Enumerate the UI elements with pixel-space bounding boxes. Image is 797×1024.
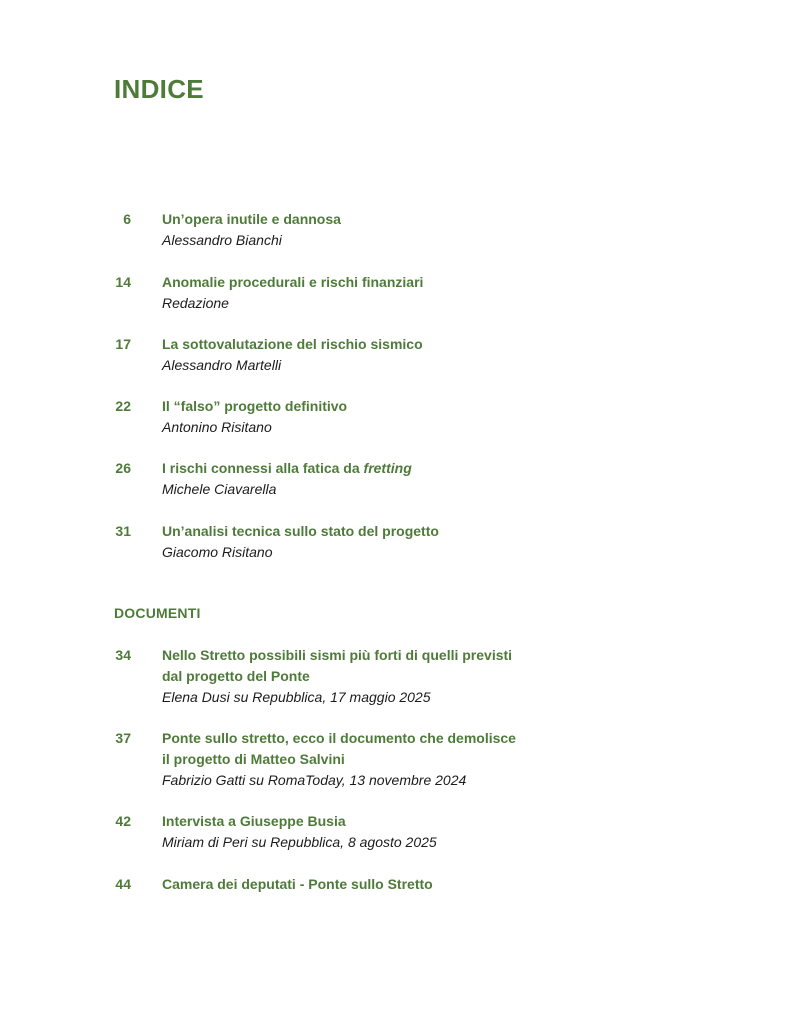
page-title: INDICE (114, 74, 204, 104)
toc-entry-title-continued: il progetto di Matteo Salvini (162, 751, 345, 767)
toc-entry-title: Il “falso” progetto definitivo (162, 398, 348, 414)
toc-page-number: 42 (115, 813, 131, 829)
toc-entry-title: Intervista a Giuseppe Busia (162, 813, 346, 829)
toc-page-number: 17 (115, 336, 131, 352)
toc-page-number: 26 (115, 460, 131, 476)
toc-page-number: 6 (123, 211, 131, 227)
toc-entry-title: Camera dei deputati - Ponte sullo Stretto (162, 876, 433, 892)
toc-entry-author: Alessandro Martelli (162, 357, 282, 373)
toc-entry-author: Elena Dusi su Repubblica, 17 maggio 2025 (162, 689, 431, 705)
toc-page-number: 22 (115, 398, 131, 414)
toc-entry-author: Fabrizio Gatti su RomaToday, 13 novembre 2024 (162, 772, 467, 788)
toc-entry-author: Miriam di Peri su Repubblica, 8 agosto 2025 (162, 834, 437, 850)
toc-entry-author: Alessandro Bianchi (162, 232, 282, 248)
toc-entry-title-continued: dal progetto del Ponte (162, 668, 310, 684)
toc-entry-title: La sottovalutazione del rischio sismico (162, 336, 423, 352)
documents-heading: DOCUMENTI (114, 605, 201, 621)
toc-page-number: 34 (115, 647, 131, 663)
toc-entry-title: Anomalie procedurali e rischi finanziari (162, 274, 424, 290)
toc-entry-author: Giacomo Risitano (162, 544, 273, 560)
toc-entry-title: Un’opera inutile e dannosa (162, 211, 341, 227)
toc-entry-title-text: I rischi connessi alla fatica da (162, 460, 364, 476)
toc-page-number: 44 (115, 876, 131, 892)
toc-entry-title: Nello Stretto possibili sismi più forti di quelli previsti (162, 647, 513, 663)
toc-entry-title: Un’analisi tecnica sullo stato del progetto (162, 523, 439, 539)
toc-entry-author: Antonino Risitano (162, 419, 272, 435)
toc-entry-author: Redazione (162, 295, 229, 311)
toc-entry-author: Michele Ciavarella (162, 481, 277, 497)
toc-page-number: 14 (115, 274, 131, 290)
toc-page-number: 31 (115, 523, 131, 539)
toc-entry-title (162, 458, 662, 479)
toc-entry-title: Ponte sullo stretto, ecco il documento che demolisce (162, 730, 516, 746)
toc-page-number: 37 (115, 730, 131, 746)
toc-entry-title-italic: fretting (363, 460, 412, 476)
